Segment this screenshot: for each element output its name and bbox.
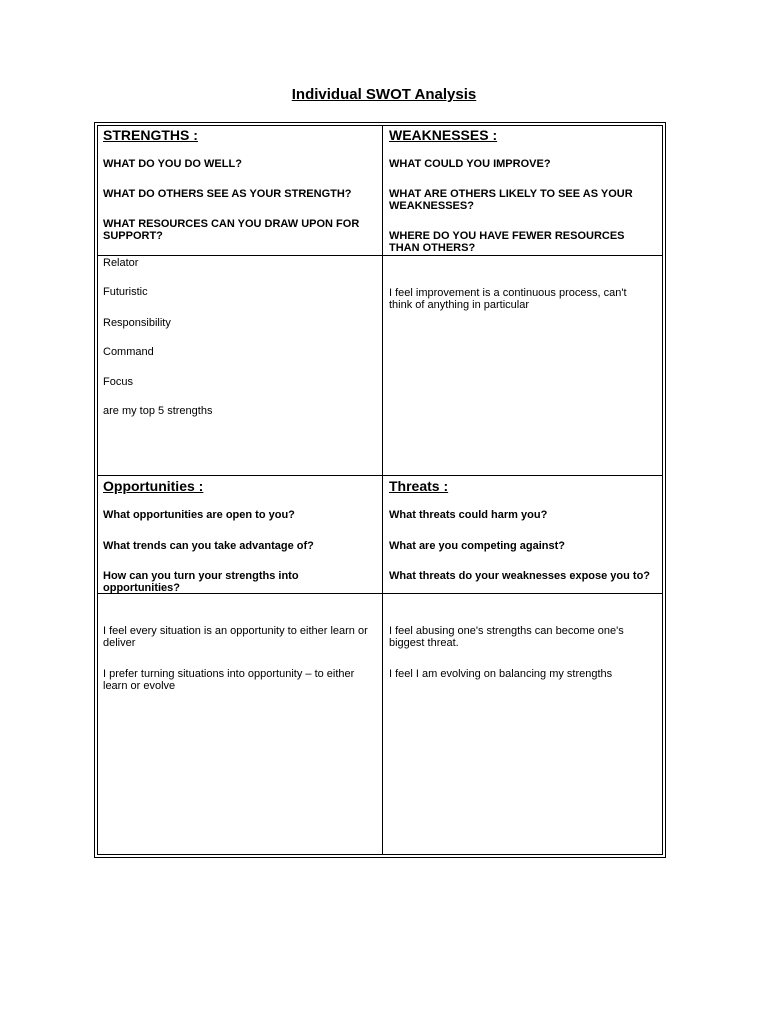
strengths-question-3: WHAT RESOURCES CAN YOU DRAW UPON FOR SUPPORT? bbox=[103, 218, 360, 242]
strength-answer-2: Futuristic bbox=[103, 286, 148, 298]
weaknesses-question-1: WHAT COULD YOU IMPROVE? bbox=[389, 158, 551, 170]
opportunities-question-3: How can you turn your strengths into opportunities? bbox=[103, 570, 299, 594]
weaknesses-question-2: WHAT ARE OTHERS LIKELY TO SEE AS YOUR WEAKNESSES? bbox=[389, 188, 633, 212]
weaknesses-question-3: WHERE DO YOU HAVE FEWER RESOURCES THAN OTHERS? bbox=[389, 230, 625, 254]
strength-answer-4: Command bbox=[103, 346, 154, 358]
strength-answer-3: Responsibility bbox=[103, 317, 171, 329]
strengths-question-2: WHAT DO OTHERS SEE AS YOUR STRENGTH? bbox=[103, 188, 352, 200]
weakness-answer-1: I feel improvement is a continuous process, can't think of anything in particular bbox=[389, 287, 627, 311]
threat-answer-2: I feel I am evolving on balancing my strengths bbox=[389, 668, 613, 680]
strength-answer-1: Relator bbox=[103, 257, 139, 269]
row-divider-middle bbox=[98, 475, 662, 476]
row-divider-strengths bbox=[98, 255, 662, 256]
strengths-question-1: WHAT DO YOU DO WELL? bbox=[103, 158, 242, 170]
swot-table-inner bbox=[97, 125, 663, 855]
strength-answer-summary: are my top 5 strengths bbox=[103, 405, 213, 417]
column-divider bbox=[382, 126, 383, 854]
threat-answer-1: I feel abusing one's strengths can become one's biggest threat. bbox=[389, 625, 624, 649]
opportunities-question-1: What opportunities are open to you? bbox=[103, 509, 295, 521]
page-title: Individual SWOT Analysis bbox=[291, 86, 477, 103]
strengths-heading: STRENGTHS : bbox=[103, 127, 198, 143]
opportunities-heading: Opportunities : bbox=[103, 478, 204, 494]
threats-heading: Threats : bbox=[389, 478, 449, 494]
weaknesses-heading: WEAKNESSES : bbox=[389, 127, 498, 143]
opportunity-answer-2: I prefer turning situations into opportunity – to either learn or evolve bbox=[103, 668, 355, 692]
strength-answer-5: Focus bbox=[103, 376, 133, 388]
threats-question-3: What threats do your weaknesses expose you to? bbox=[389, 570, 651, 582]
threats-question-1: What threats could harm you? bbox=[389, 509, 548, 521]
swot-table bbox=[94, 122, 666, 858]
opportunities-question-2: What trends can you take advantage of? bbox=[103, 540, 314, 552]
opportunity-answer-1: I feel every situation is an opportunity to either learn or deliver bbox=[103, 625, 368, 649]
threats-question-2: What are you competing against? bbox=[389, 540, 566, 552]
